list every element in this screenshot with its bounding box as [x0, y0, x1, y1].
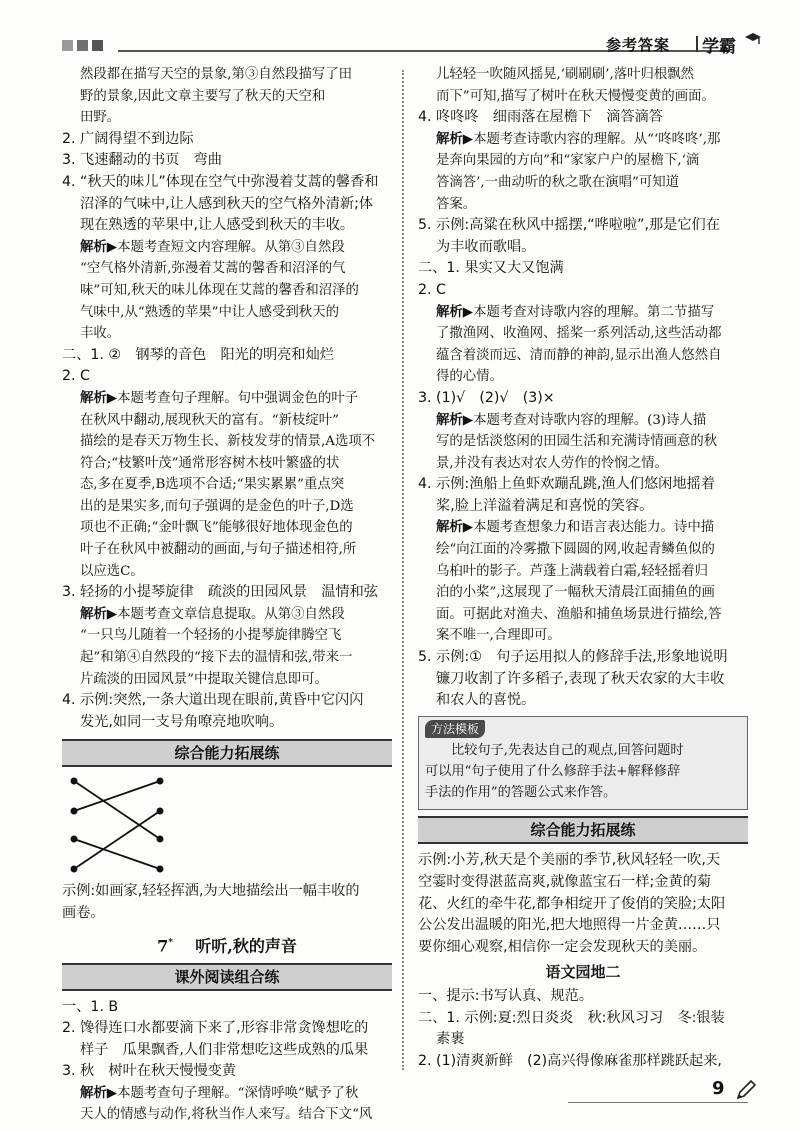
text-line: 起”和第④自然段的“接下去的温情和弦,带来一: [80, 650, 353, 666]
text-line: 丰收。: [80, 326, 121, 342]
header-squares-icon: [62, 40, 103, 51]
method-line: 比较句子,先表达自己的观点,回答问题时: [451, 743, 684, 759]
lesson-number: 7: [157, 935, 169, 955]
method-tag: 方法模板: [425, 720, 485, 738]
text-line: 样子 瓜果飘香,人们非常想吃这些成熟的瓜果: [80, 1041, 369, 1058]
section-title-bar: 综合能力拓展练: [62, 739, 392, 767]
analysis-text: 本题考查句子理解。句中强调金色的叶子: [117, 390, 359, 406]
header-label: 参考答案: [606, 36, 671, 54]
section-title-bar: 课外阅读组合练: [62, 963, 392, 991]
method-line: 手法的作用”的答题公式来作答。: [425, 785, 617, 801]
answer-3: 3. 飞速翻动的书页 弯曲: [62, 152, 222, 169]
text-line: 符合;“枝繁叶茂”通常形容树木枝叶繁盛的状: [80, 455, 340, 471]
analysis-2-3: [62, 604, 392, 626]
page-header: [0, 0, 800, 64]
analysis-label: 解析▶: [80, 239, 118, 255]
section-title-bar: 综合能力拓展练: [418, 816, 748, 844]
text-line: 气味中,从“熟透的苹果”中让人感受到秋天的: [80, 304, 339, 320]
matching-lines-diagram: [62, 773, 182, 877]
text-line: 出的是果实多,而句子强调的是金色的叶子,D选: [80, 498, 354, 514]
answer-2-3: 3. (1)√ (2)√ (3)×: [418, 389, 555, 406]
text-line: 面。可据此对渔夫、渔船和捕鱼场景进行描绘,答: [436, 606, 722, 622]
text-line: 绘“向江面的冷雾撒下圆圆的网,收起青鳞鱼似的: [436, 542, 715, 558]
text-line: 在秋风中翻动,展现秋天的富有。“新枝绽叶”: [80, 412, 339, 428]
text-line: 桨,脸上洋溢着满足和喜悦的笑容。: [436, 497, 654, 514]
brand-name: 学霸: [702, 37, 736, 57]
answer-2-1: 二、1. ② 钢琴的音色 阳光的明亮和灿烂: [62, 346, 334, 363]
text-line: 乌桕叶的影子。芦蓬上满载着白霜,轻轻摇着归: [436, 563, 709, 579]
garden-answer-2: 二、1. 示例:夏:烈日炎炎 秋:秋风习习 冬:银装: [418, 1009, 725, 1026]
lesson-title: [62, 933, 392, 957]
lesson-star: *: [168, 937, 173, 948]
text-line: 答滴答’,一曲动听的秋之歌在演唱”可知道: [436, 174, 679, 190]
text-line: 蕴含着淡而远、清而静的神韵,显示出渔人悠然自: [436, 347, 722, 363]
text-line: 态,多在夏季,B选项不合适;“果实累累”重点突: [80, 477, 345, 493]
garden-answer-3: 2. (1)清爽新鲜 (2)高兴得像麻雀那样跳跃起来,: [418, 1052, 722, 1069]
analysis-text: 本题考查短文内容理解。从第③自然段: [117, 239, 345, 255]
analysis-label: 解析▶: [436, 131, 474, 147]
text-line: 儿轻轻一吹随风摇晃,‘刷刷刷’,落叶归根飘然: [436, 67, 695, 82]
text-line: 发光,如同一支号角嘹亮地吹响。: [80, 713, 284, 730]
text-line: 花、火红的牵牛花,都争相绽开了俊俏的笑脸;太阳: [418, 895, 726, 912]
text-line: 沼泽的气味中,让人感到秋天的空气格外清新;体: [80, 195, 374, 212]
answer-2-2: 2. C: [62, 368, 90, 385]
left-column: [62, 64, 392, 1126]
analysis-label: 解析▶: [80, 1085, 118, 1101]
text-line: “空气格外清新,弥漫着艾蒿的馨香和沼泽的气: [80, 261, 346, 277]
text-line: 项也不正确;“金叶飘飞”能够很好地体现金色的: [80, 520, 353, 536]
example-answer: 示例:小芳,秋天是个美丽的季节,秋风轻轻一吹,天: [418, 852, 721, 869]
match-line: [74, 781, 160, 839]
match-line: [74, 811, 160, 869]
matching-diagram: [62, 773, 392, 877]
text-line: 片疏淡的田园风景”中提取关键信息即可。: [80, 671, 328, 687]
reading-answer-1: 一、1. B: [62, 998, 119, 1015]
answer-4: 4. “秋天的味儿”体现在空气中弥漫着艾蒿的馨香和: [62, 173, 379, 190]
header-separator: [696, 36, 698, 52]
analysis-4: [418, 129, 748, 151]
text-line: 空霎时变得湛蓝高爽,就像蓝宝石一样;金黄的菊: [418, 874, 712, 890]
analysis-label: 解析▶: [80, 606, 118, 622]
example-answer: 示例:如画家,轻轻挥洒,为大地描绘出一幅丰收的: [62, 883, 360, 900]
answer-2-1: 二、1. 果实又大又饱满: [418, 260, 564, 277]
garden-answer-1: 一、提示:书写认真、规范。: [418, 987, 594, 1004]
answer-2: 2. 广阔得望不到边际: [62, 130, 194, 147]
unit-title: 语文园地二: [545, 963, 621, 982]
footer-rule: [568, 1102, 748, 1103]
match-line: [74, 781, 160, 811]
analysis-text: 本题考查文章信息提取。从第③自然段: [117, 606, 345, 622]
text-line: 镰刀收割了许多稻子,表现了秋天农家的大丰收: [436, 670, 725, 687]
text-line: 素裹: [436, 1031, 465, 1048]
text-line: 要你细心观察,相信你一定会发现秋天的美丽。: [418, 938, 707, 955]
analysis-label: 解析▶: [436, 520, 474, 536]
text-line: 泊的小桨”,这展现了一幅秋天清晨江面捕鱼的画: [436, 585, 715, 601]
answer-2-5: 5. 示例:① 句子运用拟人的修辞手法,形象地说明: [418, 649, 728, 666]
analysis-text: 本题考查对诗歌内容的理解。第二节描写: [473, 304, 715, 320]
text-line: 天人的情感与动作,将秋当作人来写。结合下文“风: [80, 1107, 373, 1123]
graduation-cap-icon: [744, 30, 762, 48]
analysis-label: 解析▶: [436, 304, 474, 320]
text-line: 为丰收而歌唱。: [436, 238, 536, 255]
answer-5: 5. 示例:高粱在秋风中摇摆,“哗啦啦”,那是它们在: [418, 217, 720, 234]
analysis-r3: [62, 1083, 392, 1105]
text-line: 是奔向果园的方向”和“家家户户的屋檐下,‘滴: [436, 153, 700, 169]
analysis-text: 本题考查对诗歌内容的理解。(3)诗人描: [473, 412, 707, 428]
analysis-text: 本题考查句子理解。“深情呼唤”赋予了秋: [117, 1085, 359, 1101]
text-line: 公公发出温暖的阳光,把大地照得一片金黄……只: [418, 917, 721, 934]
analysis-2-2: [62, 388, 392, 410]
text-line: 叶子在秋风中被翻动的画面,与句子描述相符,所: [80, 542, 357, 558]
answer-2-3: 3. 轻扬的小提琴旋律 疏淡的田园风景 温情和弦: [62, 584, 378, 601]
text-line: 味”可知,秋天的味儿体现在艾蒿的馨香和沼泽的: [80, 282, 359, 298]
answer-2-4: 4. 示例:渔船上鱼虾欢蹦乱跳,渔人们悠闲地摇着: [418, 476, 715, 493]
text-line: 得的心情。: [436, 369, 503, 385]
column-divider: [402, 70, 404, 1070]
analysis-text: 本题考查诗歌内容的理解。从“‘咚咚咚’,那: [473, 131, 721, 147]
answer-2-2: 2. C: [418, 281, 446, 298]
text-line: 然段都在描写天空的景象,第③自然段描写了田: [80, 67, 353, 82]
text-line: 答案。: [436, 196, 477, 212]
text-line: 景,并没有表达对农人劳作的怜悯之情。: [436, 455, 668, 471]
pencil-icon: [734, 1078, 758, 1102]
analysis-4: [62, 237, 392, 259]
analysis-2-4: [418, 517, 748, 539]
answer-2-4: 4. 示例:突然,一条大道出现在眼前,黄昏中它闪闪: [62, 692, 364, 709]
reading-answer-2: 2. 馋得连口水都要滴下来了,形容非常贪馋想吃的: [62, 1020, 369, 1037]
analysis-2-2: [418, 302, 748, 324]
right-column: [418, 64, 748, 1072]
text-line: “一只鸟儿随着一个轻扬的小提琴旋律腾空飞: [80, 628, 342, 644]
text-line: 案不唯一,合理即可。: [436, 628, 561, 644]
text-line: 野的景象,因此文章主要写了秋天的天空和: [80, 88, 326, 104]
match-line: [74, 839, 160, 869]
analysis-text: 本题考查想象力和语言表达能力。诗中描: [473, 520, 715, 536]
answer-4: 4. 咚咚咚 细雨落在屋檐下 滴答滴答: [418, 109, 664, 126]
analysis-2-3: [418, 410, 748, 432]
lesson-name: 听听,秋的声音: [195, 935, 297, 955]
text-line: 田野。: [80, 110, 121, 126]
reading-answer-3: 3. 秋 树叶在秋天慢慢变黄: [62, 1063, 237, 1080]
text-line: 了撒渔网、收渔网、摇桨一系列活动,这些活动都: [436, 326, 722, 342]
page-number: 9: [712, 1078, 725, 1099]
method-line: 可以用“句子使用了什么修辞手法+解释修辞: [425, 764, 681, 780]
method-template-box: [418, 716, 748, 811]
text-line: 画卷。: [62, 905, 105, 921]
text-line: 以应选C。: [80, 563, 144, 579]
text-line: 现在熟透的苹果中,让人感受到秋天的丰收。: [80, 217, 355, 234]
analysis-label: 解析▶: [80, 390, 118, 406]
text-line: 描绘的是春天万物生长、新枝发芽的情景,A选项不: [80, 434, 376, 450]
text-line: 写的是恬淡悠闲的田园生活和充满诗情画意的秋: [436, 434, 718, 450]
text-line: 和农人的喜悦。: [436, 692, 536, 709]
text-line: 而下”可知,描写了树叶在秋天慢慢变黄的画面。: [436, 88, 715, 104]
analysis-label: 解析▶: [436, 412, 474, 428]
